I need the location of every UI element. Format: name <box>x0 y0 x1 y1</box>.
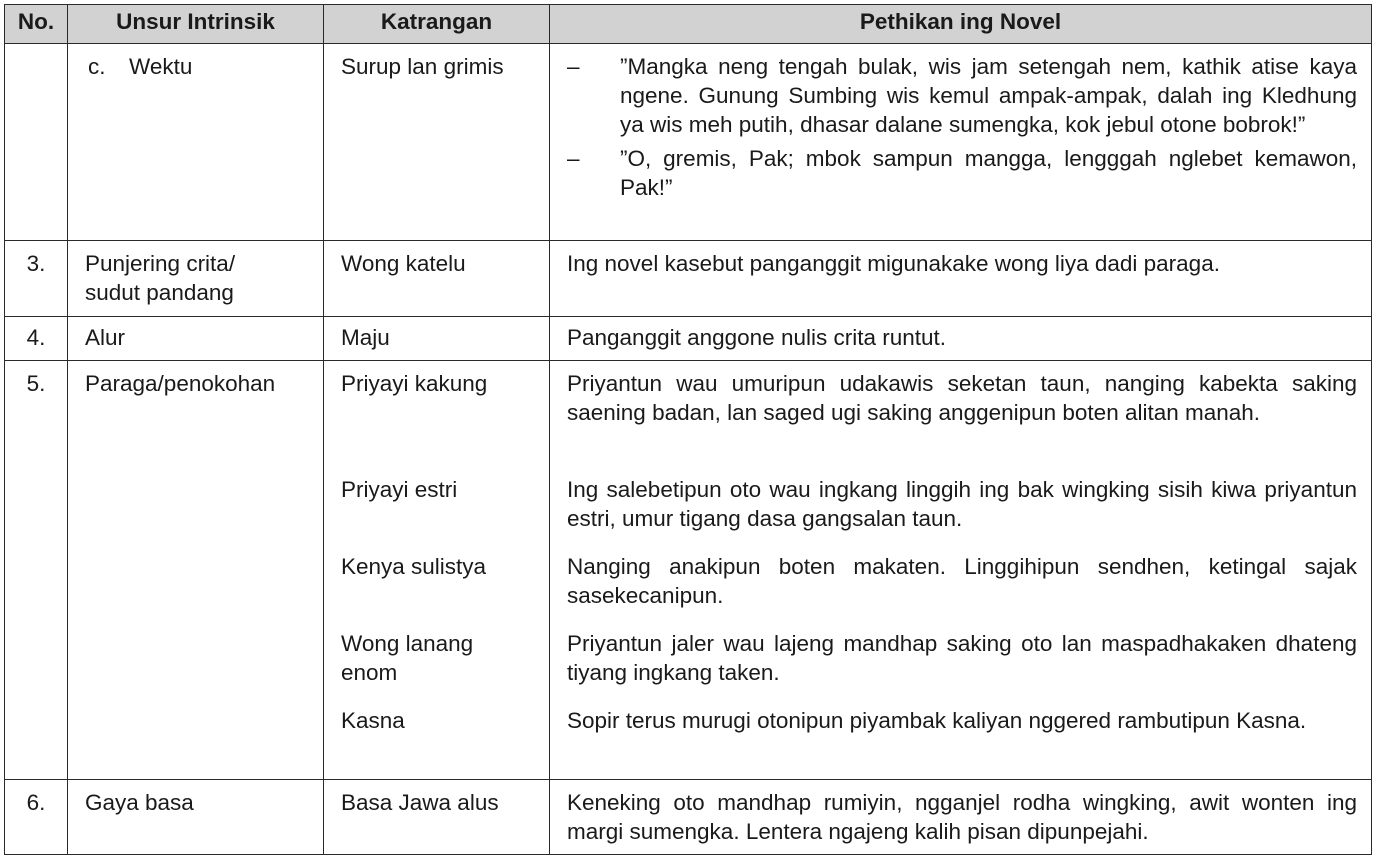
cell-no <box>5 44 68 241</box>
cell-unsur: Alur <box>68 317 324 361</box>
quote-item <box>567 144 1357 202</box>
cell-katrangan <box>324 361 550 780</box>
katrangan-item: Kenya sulistya <box>341 554 487 579</box>
quote-item <box>567 52 1357 139</box>
bullet-dash: – <box>567 54 580 79</box>
cell-no: 5. <box>5 361 68 780</box>
header-pethikan: Pethikan ing Novel <box>550 5 1372 44</box>
cell-pethikan: Panganggit anggone nulis crita runtut. <box>550 317 1372 361</box>
cell-pethikan <box>550 780 1372 855</box>
cell-katrangan: Basa Jawa alus <box>324 780 550 855</box>
cell-pethikan: Ing novel kasebut panganggit migunakake wong liya dadi paraga. <box>550 241 1372 317</box>
unsur-text-line: sudut pandang <box>85 280 234 305</box>
table-row-punjering <box>5 241 1372 317</box>
cell-katrangan: Wong katelu <box>324 241 550 317</box>
intrinsic-elements-table <box>4 4 1372 855</box>
katrangan-item: Priyayi kakung <box>341 371 488 396</box>
cell-katrangan: Maju <box>324 317 550 361</box>
cell-pethikan <box>550 361 1372 780</box>
table-row-paraga <box>5 361 1372 780</box>
header-unsur-intrinsik: Unsur Intrinsik <box>68 5 324 44</box>
cell-no: 4. <box>5 317 68 361</box>
cell-katrangan: Surup lan grimis <box>324 44 550 241</box>
katrangan-item: Kasna <box>341 708 405 733</box>
cell-unsur: Paraga/penokohan <box>68 361 324 780</box>
katrangan-item: Wong lanang enom <box>341 631 474 685</box>
pethikan-item: Priyantun wau umuripun udakawis seketan taun, nanging kabekta saking saening badan, lan saged ugi saking anggenipun boten alitan manah. <box>567 371 1357 425</box>
quote-text: ”O, gremis, Pak; mbok sampun mangga, lengggah nglebet kemawon, Pak!” <box>620 146 1357 200</box>
table-header-row <box>5 5 1372 44</box>
katrangan-item: Priyayi estri <box>341 477 458 502</box>
table-row-wektu <box>5 44 1372 241</box>
pethikan-item: Sopir terus murugi otonipun piyambak kaliyan nggered rambutipun Kasna. <box>567 708 1307 733</box>
cell-unsur: Gaya basa <box>68 780 324 855</box>
cell-no: 3. <box>5 241 68 317</box>
bullet-dash: – <box>567 146 580 171</box>
quote-text: ”Mangka neng tengah bulak, wis jam setengah nem, kathik atise kaya ngene. Gunung Sumbing wis kemul ampak-ampak, dalah ing Kledhung ya wis meh putih, dhasar dalane sumengka, kok jebul otone bobrok!” <box>620 54 1357 137</box>
unsur-text-line: Punjering crita/ <box>85 251 236 276</box>
pethikan-item: Ing salebetipun oto wau ingkang linggih ing bak wingking sisih kiwa priyantun estri, umur tigang dasa gangsalan taun. <box>567 477 1357 531</box>
cell-unsur <box>68 241 324 317</box>
unsur-text: Wektu <box>129 54 193 79</box>
header-katrangan: Katrangan <box>324 5 550 44</box>
cell-no: 6. <box>5 780 68 855</box>
cell-unsur <box>68 44 324 241</box>
table-row-alur <box>5 317 1372 361</box>
pethikan-text: Keneking oto mandhap rumiyin, ngganjel rodha wingking, awit wonten ing margi sumengka. Lentera ngajeng kalih pisan dipunpejahi. <box>567 790 1357 844</box>
header-no: No. <box>5 5 68 44</box>
sub-item-label: c. <box>88 54 106 79</box>
pethikan-item: Nanging anakipun boten makaten. Linggihipun sendhen, ketingal sajak sasekecanipun. <box>567 554 1357 608</box>
cell-pethikan <box>550 44 1372 241</box>
table-row-gaya-basa <box>5 780 1372 855</box>
pethikan-item: Priyantun jaler wau lajeng mandhap saking oto lan maspadhakaken dhateng tiyang ingkang taken. <box>567 631 1357 685</box>
